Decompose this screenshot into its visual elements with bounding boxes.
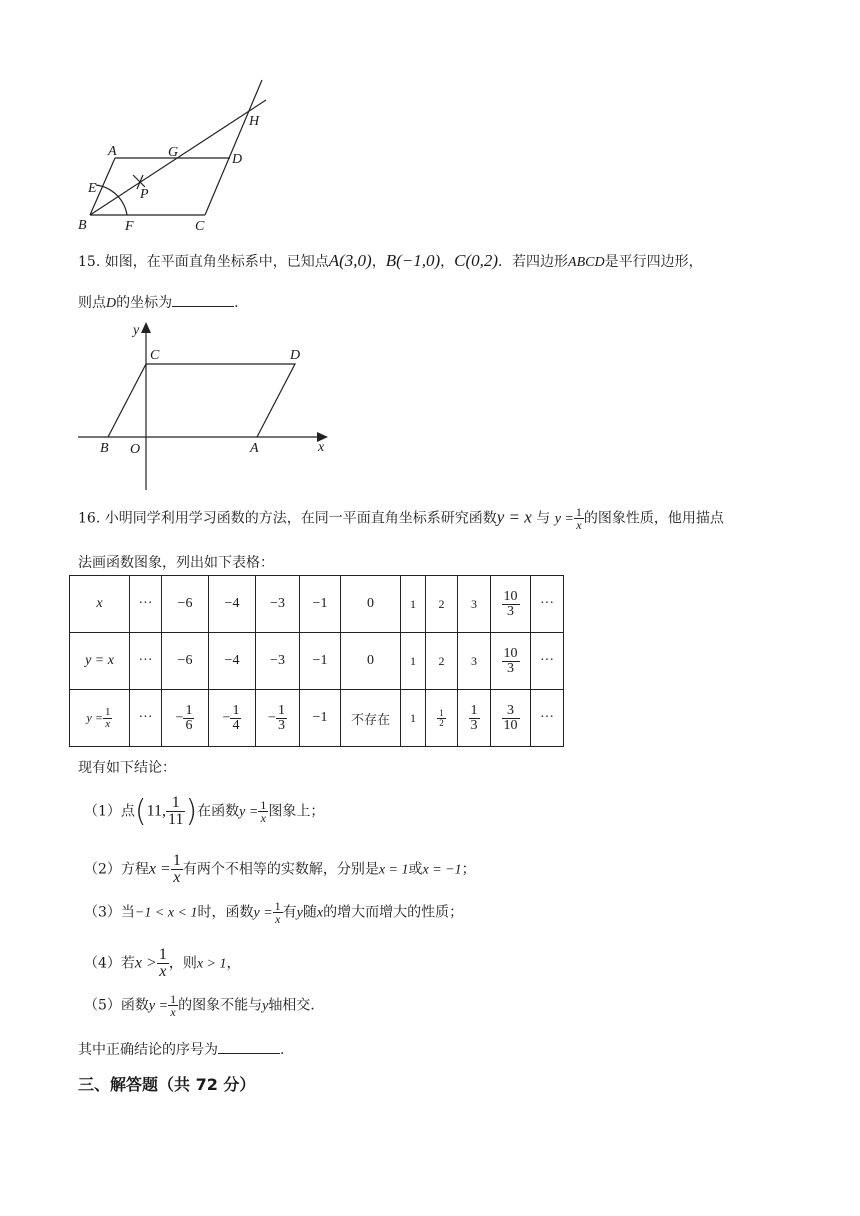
result: x > 1 — [196, 956, 227, 972]
row-header-x: x — [70, 576, 130, 633]
label-c: C — [150, 348, 160, 363]
table-row-x — [70, 576, 564, 633]
table-cell: −4 — [209, 576, 256, 633]
table-cell — [491, 576, 531, 633]
fraction: $\frac{10}{3}$ — [503, 588, 518, 619]
variable: y — [296, 905, 303, 921]
table-cell: −1 — [300, 576, 341, 633]
equation: x = — [148, 860, 171, 878]
question-15-line1 — [78, 251, 703, 271]
table-cell: −3 — [256, 576, 300, 633]
conclusion-text: 有两个不相等的实数解，分别是 — [182, 861, 379, 878]
label-d: D — [290, 348, 301, 363]
section-heading: 三、解答题（共 72 分） — [78, 1075, 256, 1094]
fraction: $\frac{1}{11}$ — [168, 794, 184, 828]
table-cell: 1 — [401, 576, 426, 633]
label-d: D — [232, 152, 243, 167]
point-coordinate: 11, — [146, 802, 167, 820]
table-cell: − $\frac{1}{4}$ — [209, 690, 256, 747]
question-text: ．若四边形 — [498, 254, 569, 270]
table-cell: −4 — [209, 633, 256, 690]
side-cd-extended — [205, 80, 262, 215]
function: y = — [253, 905, 273, 921]
conclusion-text: ，则 — [168, 955, 197, 972]
label-b: B — [78, 218, 87, 233]
question-text: 是平行四边形， — [604, 254, 703, 270]
table-cell: −1 — [300, 690, 341, 747]
conclusion-text: 点 — [120, 803, 135, 820]
fraction-1-over-x: $\frac{1}{x}$ — [170, 992, 177, 1019]
table-cell: ··· — [130, 690, 162, 747]
conclusion-text: 有 — [282, 904, 297, 921]
answer-blank — [218, 1039, 280, 1054]
inequality: x > — [134, 954, 157, 972]
conclusion-text: ； — [461, 861, 476, 878]
conclusion-text: 的图象不能与 — [178, 997, 263, 1014]
conclusion-text: 当 — [120, 904, 135, 921]
table-cell: − $\frac{1}{6}$ — [162, 690, 209, 747]
conclusion-number: （5） — [84, 997, 121, 1014]
figure-coordinate-parallelogram — [70, 318, 340, 498]
label-h: H — [249, 114, 260, 129]
conclusion-5 — [84, 993, 315, 1018]
table-cell: 3 — [458, 576, 491, 633]
label-b: B — [100, 441, 109, 456]
point-a: A(3,0) — [328, 251, 372, 270]
table-cell: 1 — [401, 690, 426, 747]
conclusion-text: 随 — [302, 904, 317, 921]
table-cell: 2 — [426, 633, 458, 690]
question-text: 的坐标为 — [116, 295, 173, 311]
conclusion-3 — [84, 900, 463, 925]
table-cell: −3 — [256, 633, 300, 690]
label-a: A — [108, 144, 117, 159]
table-cell: −6 — [162, 633, 209, 690]
conclusion-text: 或 — [408, 861, 423, 878]
question-16-line2: 法画函数图象，列出如下表格： — [78, 555, 274, 571]
conclusion-number: （2） — [84, 861, 121, 878]
question-text: 其中正确结论的序号为 — [78, 1042, 218, 1058]
conclusion-text: 轴相交. — [268, 997, 315, 1014]
question-text: 如图，在平面直角坐标系中，已知点 — [104, 254, 329, 270]
function-reciprocal: y = — [554, 511, 574, 527]
question-number: 16. — [78, 510, 101, 527]
label-p: P — [140, 187, 149, 202]
y-axis-arrow — [141, 322, 151, 333]
period: . — [234, 295, 239, 311]
fraction-1-over-x: $\frac{1}{x}$ — [274, 899, 281, 926]
label-e: E — [88, 181, 97, 196]
label-a: A — [250, 441, 259, 456]
conclusion-text: 在函数 — [197, 803, 240, 820]
table-cell: ··· — [531, 576, 564, 633]
conclusion-4 — [84, 947, 241, 980]
parallelogram-abcd — [108, 364, 295, 437]
quadrilateral-name: ABCD — [568, 255, 605, 270]
conclusion-number: （3） — [84, 904, 121, 921]
table-cell: 0 — [341, 633, 401, 690]
answer-line — [78, 1039, 284, 1059]
conclusion-text: 时，函数 — [197, 904, 254, 921]
point-c: C(0,2) — [454, 251, 499, 270]
conclusions-intro: 现有如下结论： — [78, 760, 176, 776]
table-cell: 1 — [401, 633, 426, 690]
conclusion-number: （1） — [84, 803, 121, 820]
label-x: x — [318, 440, 325, 455]
value-table — [69, 575, 564, 747]
figure-parallelogram-construction — [70, 75, 285, 235]
solution: x = −1 — [422, 862, 462, 878]
question-text: 与 — [536, 510, 551, 527]
conclusion-text: ， — [226, 955, 241, 972]
conclusion-number: （4） — [84, 955, 121, 972]
table-cell — [491, 633, 531, 690]
label-g: G — [168, 145, 179, 160]
fraction-1-over-x: $\frac{1}{x}$ — [575, 505, 582, 532]
table-row-y-equals-x — [70, 633, 564, 690]
table-row-y-equals-1-over-x — [70, 690, 564, 747]
variable: x — [316, 905, 324, 921]
conclusion-text: 函数 — [120, 997, 149, 1014]
conclusion-text: 方程 — [120, 861, 149, 878]
table-cell: 0 — [341, 576, 401, 633]
conclusion-text: 若 — [120, 955, 135, 972]
table-cell: 3 — [458, 633, 491, 690]
question-number: 15. — [78, 254, 101, 270]
point-d: D — [106, 296, 117, 311]
table-cell: $\frac{1}{3}$ — [458, 690, 491, 747]
variable: y — [262, 998, 269, 1014]
table-cell: $\frac{1}{2}$ — [426, 690, 458, 747]
conclusion-2 — [84, 853, 476, 886]
question-15-line2 — [78, 292, 239, 312]
label-f: F — [125, 219, 134, 234]
separator: ， — [371, 254, 386, 270]
question-text: 小明同学利用学习函数的方法，在同一平面直角坐标系研究函数 — [104, 510, 497, 527]
solution: x = 1 — [378, 862, 409, 878]
row-header-y-equals-x: y = x — [70, 633, 130, 690]
row-header-y-equals-1-over-x: y = $\frac{1}{x}$ — [70, 690, 130, 747]
table-cell: ··· — [531, 690, 564, 747]
conclusion-text: 图象上； — [268, 803, 325, 820]
label-o: O — [130, 442, 141, 457]
conclusion-1: （1）点(11, $\frac{1}{11}$ )在函数y = $\frac{1}{x}$ 图象上； — [84, 794, 325, 829]
table-cell: −1 — [300, 633, 341, 690]
table-cell: 不存在 — [341, 690, 401, 747]
function: y = — [148, 998, 169, 1014]
table-cell: $\frac{3}{10}$ — [491, 690, 531, 747]
label-y: y — [133, 323, 140, 338]
table-cell: −6 — [162, 576, 209, 633]
range: −1 < x < 1 — [134, 905, 198, 921]
question-16-line1 — [78, 506, 724, 531]
fraction-1-over-x: $\frac{1}{x}$ — [172, 852, 181, 886]
function-y-equals-x: y = x — [496, 507, 532, 527]
fraction-1-over-x: $\frac{1}{x}$ — [260, 798, 267, 825]
table-cell: 2 — [426, 576, 458, 633]
answer-blank — [172, 292, 234, 307]
conclusion-text: 的增大而增大的性质； — [323, 904, 464, 921]
point-b: B(−1,0) — [385, 251, 441, 270]
separator: ， — [440, 254, 455, 270]
table-cell: ··· — [531, 633, 564, 690]
fraction: $\frac{10}{3}$ — [503, 645, 518, 676]
period: . — [280, 1042, 285, 1058]
question-text: 的图象性质，他用描点 — [583, 510, 724, 527]
question-text: 则点 — [78, 295, 106, 311]
fraction-1-over-x: $\frac{1}{x}$ — [158, 946, 167, 980]
table-cell: − $\frac{1}{3}$ — [256, 690, 300, 747]
label-c: C — [195, 219, 205, 234]
table-cell: ··· — [130, 633, 162, 690]
table-cell: ··· — [130, 576, 162, 633]
function: y = — [239, 804, 259, 820]
